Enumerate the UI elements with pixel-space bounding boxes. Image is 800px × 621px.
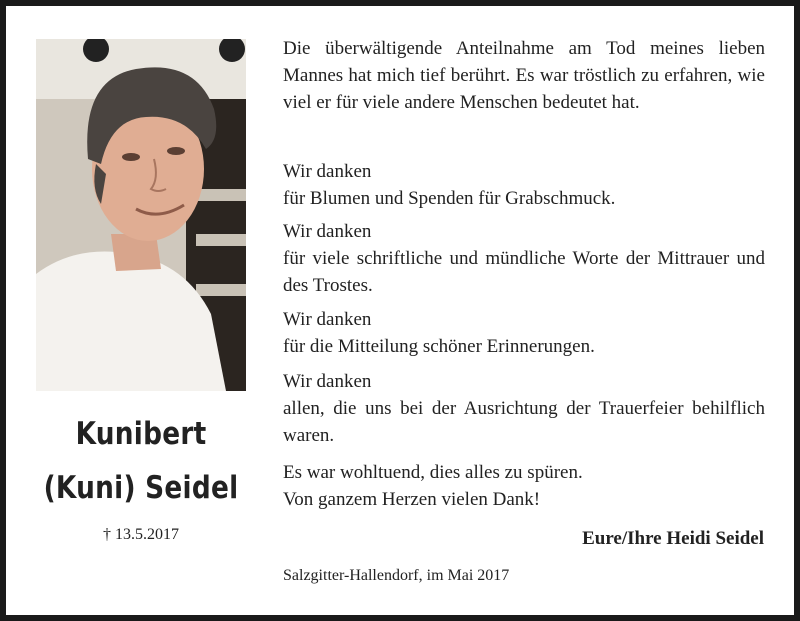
thanks-text: für die Mitteilung schöner Erinnerungen. — [283, 336, 595, 357]
closing-line: Von ganzem Herzen vielen Dank! — [283, 489, 541, 510]
closing-line: Es war wohltuend, dies alles zu spüren. — [283, 462, 583, 483]
closing-block — [283, 459, 765, 513]
intro-paragraph: Die überwältigende Anteilnahme am Tod meines lieben Mannes hat mich tief berührt. Es war tröstlich zu erfahren, wie viel er für viele andere Menschen bedeutet hat. — [283, 38, 765, 113]
obituary-card — [6, 6, 794, 615]
portrait-photo — [36, 39, 246, 391]
thanks-block — [283, 306, 765, 360]
deceased-first-name: Kunibert — [75, 416, 207, 452]
thanks-heading: Wir danken — [283, 161, 372, 182]
thanks-text: für Blumen und Spenden für Grabschmuck. — [283, 188, 616, 209]
portrait-image — [36, 39, 246, 391]
thanks-text: allen, die uns bei der Ausrichtung der Trauerfeier behilflich waren. — [283, 398, 765, 446]
thanks-text: für viele schriftliche und mündliche Worte der Mittrauer und des Trostes. — [283, 248, 765, 296]
thanks-block — [283, 368, 765, 449]
thanks-heading: Wir danken — [283, 221, 372, 242]
thanks-heading: Wir danken — [283, 371, 372, 392]
signature: Eure/Ihre Heidi Seidel — [582, 528, 764, 549]
deceased-full-name: (Kuni) Seidel — [43, 470, 239, 506]
thanks-block — [283, 218, 765, 299]
place-date: Salzgitter-Hallendorf, im Mai 2017 — [283, 567, 510, 584]
death-date: † 13.5.2017 — [103, 526, 179, 543]
thanks-heading: Wir danken — [283, 309, 372, 330]
thanks-block — [283, 158, 765, 212]
